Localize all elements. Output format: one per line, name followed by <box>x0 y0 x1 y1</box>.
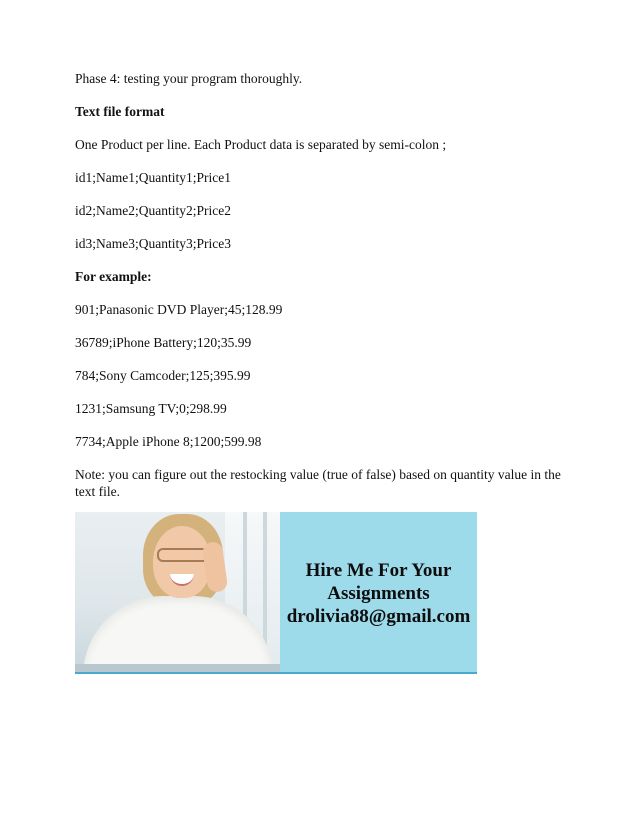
promo-email: drolivia88@gmail.com <box>286 605 471 627</box>
promo-panel <box>280 512 477 674</box>
format-line-3: id3;Name3;Quantity3;Price3 <box>75 236 231 251</box>
phase-4-paragraph: Phase 4: testing your program thoroughly. <box>75 71 303 86</box>
format-description: One Product per line. Each Product data is separated by semi-colon ; <box>75 137 447 152</box>
example-line-2: 36789;iPhone Battery;120;35.99 <box>75 335 252 350</box>
document-content <box>75 70 565 674</box>
format-line-1: id1;Name1;Quantity1;Price1 <box>75 170 231 185</box>
woman-photo <box>75 512 280 674</box>
example-line-1: 901;Panasonic DVD Player;45;128.99 <box>75 302 283 317</box>
example-line-3: 784;Sony Camcoder;125;395.99 <box>75 368 251 383</box>
promo-line-2: Assignments <box>327 582 430 604</box>
example-line-5: 7734;Apple iPhone 8;1200;599.98 <box>75 434 262 449</box>
text-file-format-heading: Text file format <box>75 104 165 119</box>
for-example-heading: For example: <box>75 269 152 284</box>
note-paragraph: Note: you can figure out the restocking value (true of false) based on quantity value in the text file. <box>75 467 561 499</box>
format-line-2: id2;Name2;Quantity2;Price2 <box>75 203 231 218</box>
example-line-4: 1231;Samsung TV;0;298.99 <box>75 401 227 416</box>
promo-text <box>287 559 471 628</box>
face-shape <box>153 526 211 598</box>
promo-line-1: Hire Me For Your <box>305 559 452 581</box>
hire-me-banner <box>75 512 477 674</box>
banner-accent-line <box>75 672 477 674</box>
